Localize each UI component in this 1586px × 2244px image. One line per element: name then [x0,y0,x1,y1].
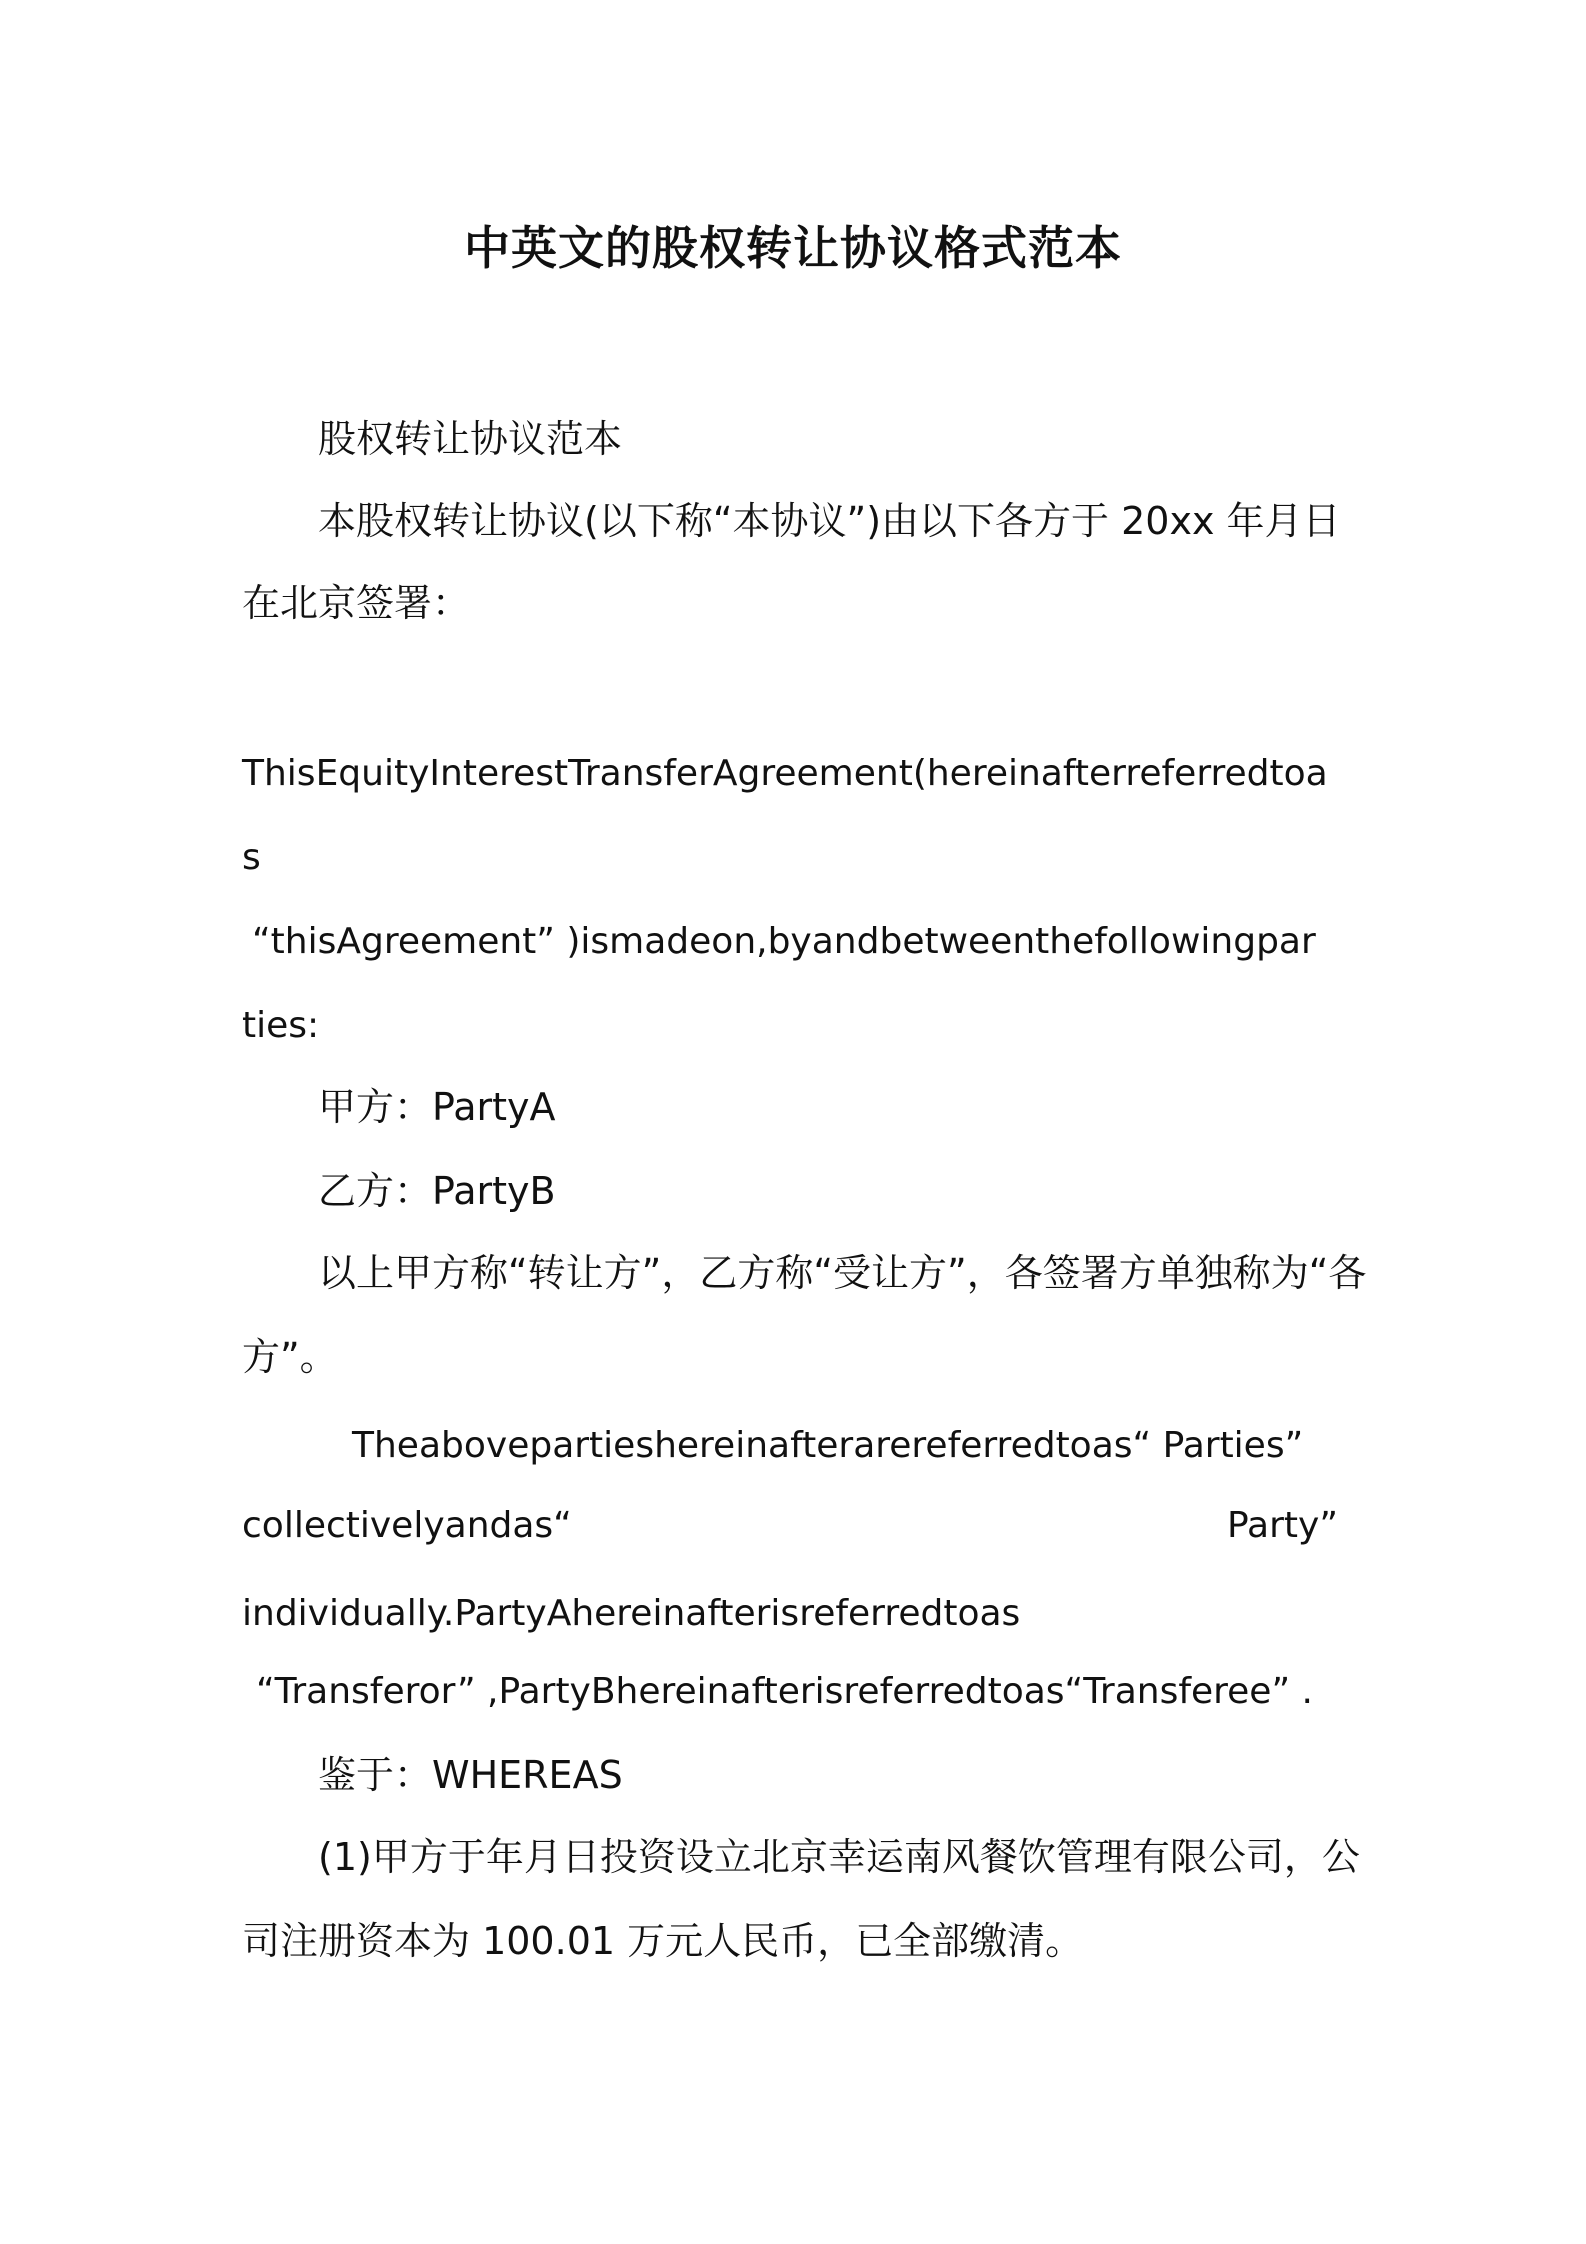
paragraph-line: 以上甲方称“转让方”，乙方称“受让方”，各签署方单独称为“各 [318,1251,1367,1295]
section-heading: 股权转让协议范本 [318,417,623,461]
paragraph-line: 本股权转让协议(以下称“本协议”)由以下各方于 20xx 年月日 [318,499,1341,543]
justified-line [242,1505,1338,1546]
party-b-line: 乙方：PartyB [318,1169,556,1213]
justified-left-text: collectivelyandas“ [242,1505,572,1546]
paragraph-line: s [242,837,261,878]
document-title: 中英文的股权转让协议格式范本 [464,221,1122,275]
justified-right-text: Party” [1226,1505,1338,1546]
paragraph-line: Theabovepartieshereinafterarereferredtoas“ Parties” [352,1425,1304,1466]
paragraph-line: individually.PartyAhereinafterisreferredtoas [242,1593,1021,1634]
paragraph-line: 方”。 [242,1335,338,1379]
paragraph-line: “Transferor” ,PartyBhereinafterisreferredtoas“Transferee” . [256,1671,1313,1712]
paragraph-line: 司注册资本为 100.01 万元人民币，已全部缴清。 [242,1919,1084,1963]
paragraph-line: “thisAgreement” )ismadeon,byandbetweenthefollowingpar [252,921,1316,962]
paragraph-line: ties: [242,1005,320,1046]
paragraph-line: ThisEquityInterestTransferAgreement(hereinafterreferredtoa [242,753,1328,794]
paragraph-line: 在北京签署： [242,581,471,625]
whereas-heading: 鉴于：WHEREAS [318,1753,623,1797]
paragraph-line: (1)甲方于年月日投资设立北京幸运南风餐饮管理有限公司，公 [318,1835,1360,1879]
party-a-line: 甲方：PartyA [318,1085,556,1129]
